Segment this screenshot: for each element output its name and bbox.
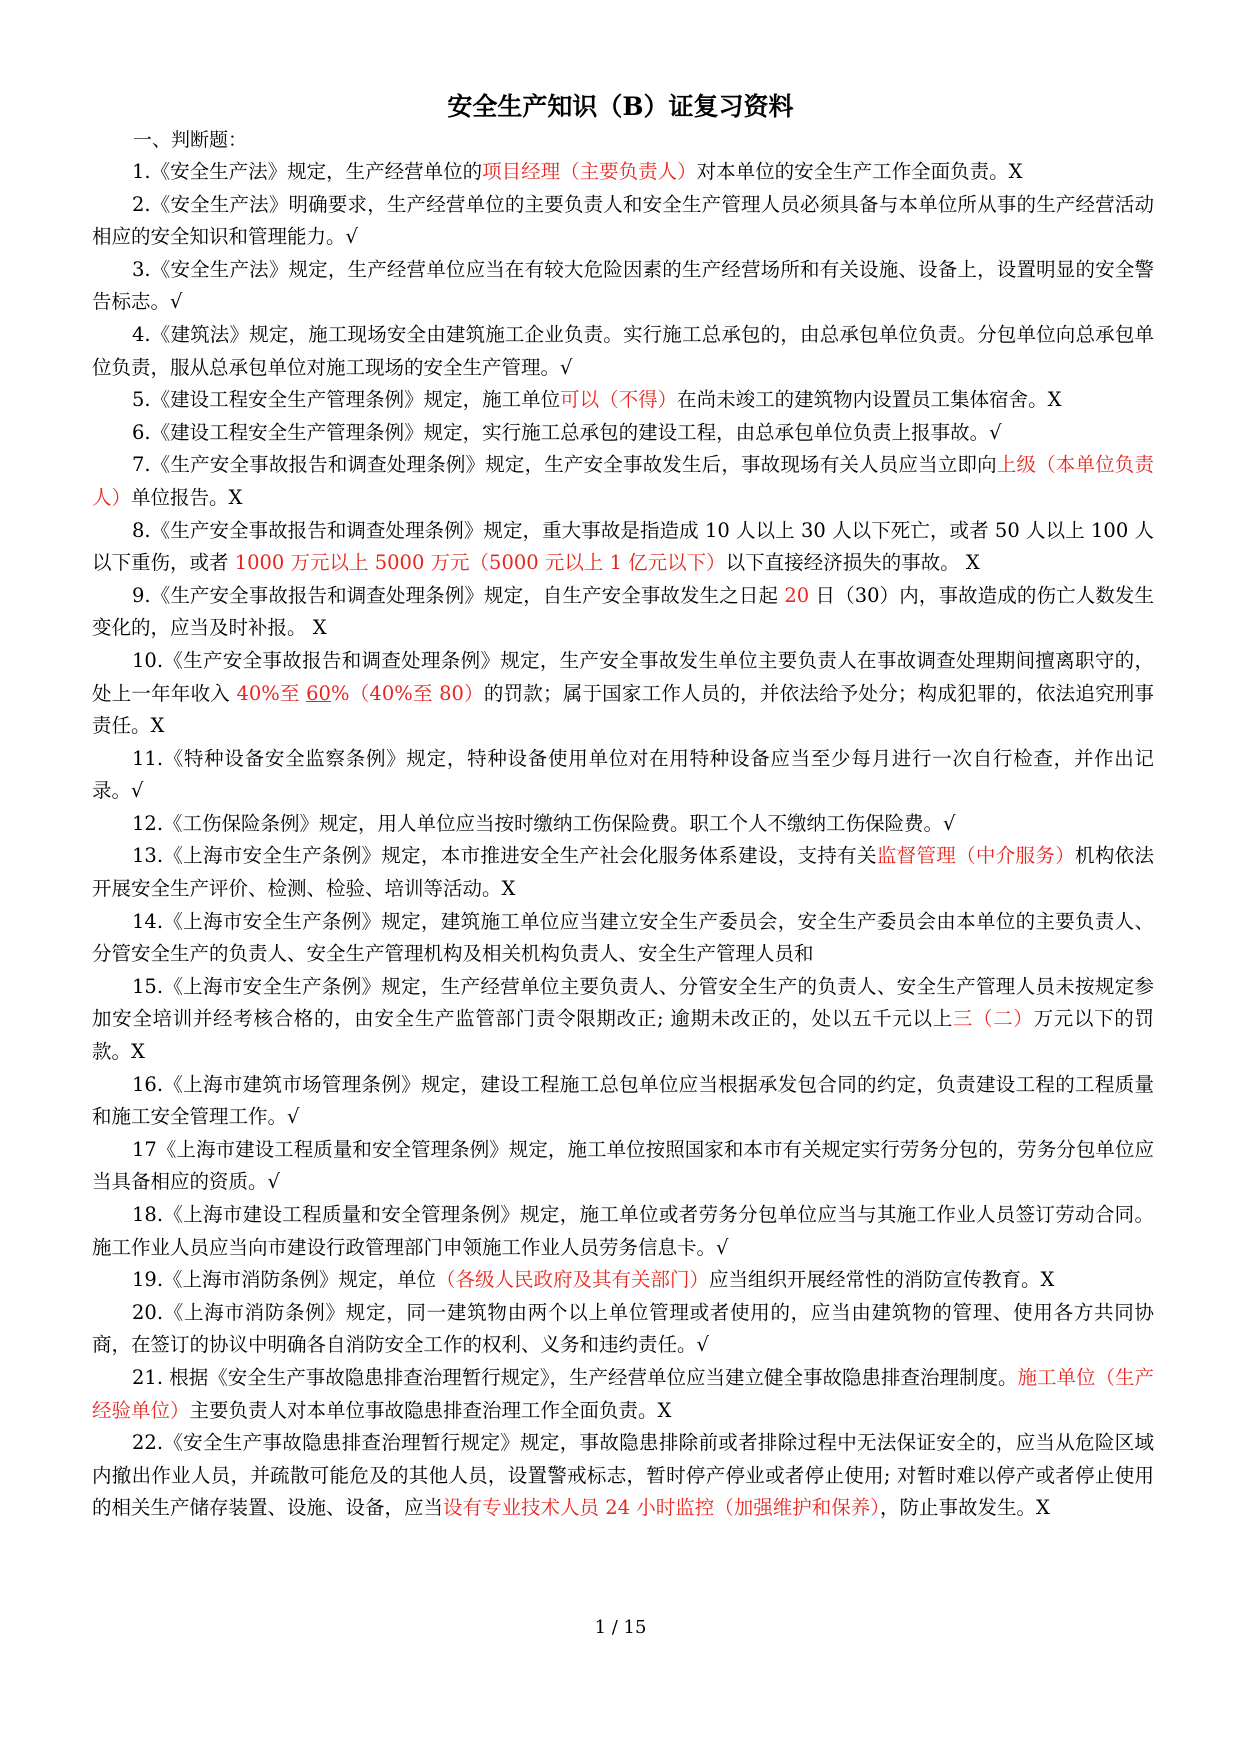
question-text: 21. 根据《安全生产事故隐患排查治理暂行规定》，生产经营单位应当建立健全事故隐患排查治理制度。: [132, 1365, 1018, 1389]
question-text: 22.《安全生产事故隐患排查治理暂行规定》规定，事故隐患排除前或者排除过程中无法保证安全的，应当从危险区域内撤出作业人员，并疏散可能危及的其他人员，设置警戒标志，暂时停产停业或者停止使用; 对暂时难以停产或者停止使用的相关生产储存装置、设施、设备，应当: [92, 1431, 1154, 1520]
highlighted-text: 施工单位（生产经验单位）: [92, 1365, 1154, 1422]
question-item: [92, 906, 1154, 971]
question-text: 20.《上海市消防条例》规定，同一建筑物由两个以上单位管理或者使用的，应当由建筑物的管理、使用各方共同协商，在签订的协议中明确各自消防安全工作的权利、义务和违约责任。√: [92, 1300, 1154, 1357]
section-heading: 一、判断题：: [133, 129, 248, 151]
question-text: ，防止事故发生。X: [879, 1496, 1050, 1520]
question-text: 3.《安全生产法》规定，生产经营单位应当在有较大危险因素的生产经营场所和有关设施、设备上，设置明显的安全警告标志。√: [92, 257, 1154, 314]
question-text: 的罚款；属于国家工作人员的，并依法给予处分；构成犯罪的，依法追究刑事责任。X: [92, 681, 1155, 738]
question-item: [92, 580, 1154, 645]
question-text: 主要负责人对本单位事故隐患排查治理工作全面负责。X: [189, 1398, 672, 1422]
highlighted-text: 1000 万元以上 5000 万元（5000 元以上 1 亿元以下）: [234, 551, 726, 575]
highlighted-text: 40%至: [236, 681, 307, 705]
question-text: 4.《建筑法》规定，施工现场安全由建筑施工企业负责。实行施工总承包的，由总承包单位负责。分包单位向总承包单位负责，服从总承包单位对施工现场的安全生产管理。√: [92, 322, 1154, 379]
question-text: 18.《上海市建设工程质量和安全管理条例》规定，施工单位或者劳务分包单位应当与其施工作业人员签订劳动合同。施工作业人员应当向市建设行政管理部门申领施工作业人员劳务信息卡。√: [92, 1203, 1154, 1259]
highlighted-text: 上级（本单位负责人）: [92, 453, 1154, 509]
question-item: [92, 743, 1154, 808]
question-text: 8.《生产安全事故报告和调查处理条例》规定，重大事故是指造成 10 人以上 30 人以下死亡，或者 50 人以上 100 人以下重伤，或者: [92, 518, 1154, 575]
highlighted-text: 设有专业技术人员 24 小时监控（加强维护和保养）: [443, 1496, 880, 1520]
question-item: [92, 156, 1154, 189]
highlighted-text: 项目经理（主要负责人）: [482, 160, 697, 183]
question-item: [92, 840, 1154, 905]
question-item: [92, 417, 1154, 450]
question-text: 对本单位的安全生产工作全面负责。X: [696, 160, 1023, 183]
question-item: [92, 645, 1154, 743]
question-item: [92, 1427, 1154, 1525]
question-item: [92, 808, 1154, 841]
question-text: 5.《建设工程安全生产管理条例》规定，施工单位: [132, 388, 561, 412]
question-text: 12.《工伤保险条例》规定，用人单位应当按时缴纳工伤保险费。职工个人不缴纳工伤保险费。√: [132, 811, 956, 835]
document-title: 安全生产知识（B）证复习资料: [447, 92, 794, 121]
question-text: 10.《生产安全事故报告和调查处理条例》规定，生产安全事故发生单位主要负责人在事故调查处理期间擅离职守的，处上一年年收入: [92, 648, 1154, 705]
question-text: 2.《安全生产法》明确要求，生产经营单位的主要负责人和安全生产管理人员必须具备与本单位所从事的生产经营活动相应的安全知识和管理能力。√: [92, 192, 1154, 249]
question-item: [92, 319, 1154, 384]
highlighted-text: 监督管理（中介服务）: [876, 844, 1076, 868]
highlighted-text: （各级人民政府及其有关部门）: [436, 1268, 710, 1292]
question-text: 7.《生产安全事故报告和调查处理条例》规定，生产安全事故发生后，事故现场有关人员应当立即向: [132, 453, 997, 477]
highlighted-text: 可以（不得）: [560, 388, 678, 412]
question-item: [92, 515, 1154, 580]
question-item: [92, 1069, 1154, 1134]
question-text: 单位报告。X: [131, 485, 243, 509]
question-text: 应当组织开展经常性的消防宣传教育。X: [709, 1268, 1055, 1292]
highlighted-text: %（40%至 80）: [330, 681, 484, 705]
question-text: 14.《上海市安全生产条例》规定，建筑施工单位应当建立安全生产委员会，安全生产委员会由本单位的主要负责人、分管安全生产的负责人、安全生产管理机构及相关机构负责人、安全生产管理人员和: [92, 909, 1154, 966]
question-text: 19.《上海市消防条例》规定，单位: [132, 1268, 437, 1292]
question-text: 11.《特种设备安全监察条例》规定，特种设备使用单位对在用特种设备应当至少每月进行一次自行检查，并作出记录。√: [92, 746, 1154, 803]
question-text: 万元以下的罚款。X: [92, 1007, 1154, 1064]
question-item: [92, 1134, 1154, 1199]
question-text: 6.《建设工程安全生产管理条例》规定，实行施工总承包的建设工程，由总承包单位负责上报事故。√: [132, 420, 1002, 444]
question-item: [92, 971, 1154, 1069]
question-item: [92, 189, 1154, 254]
question-item: [92, 1264, 1154, 1297]
highlighted-text: 60: [306, 681, 331, 705]
question-text: 在尚未竣工的建筑物内设置员工集体宿舍。X: [677, 388, 1062, 412]
highlighted-text: 三（二）: [952, 1007, 1034, 1031]
question-text: 16.《上海市建筑市场管理条例》规定，建设工程施工总包单位应当根据承发包合同的约定，负责建设工程的工程质量和施工安全管理工作。√: [92, 1072, 1154, 1129]
question-text: 日（30）内，事故造成的伤亡人数发生变化的，应当及时补报。 X: [92, 583, 1154, 640]
page-number: 1 / 15: [594, 1617, 647, 1638]
question-text: 1.《安全生产法》规定，生产经营单位的: [132, 160, 483, 183]
question-item: [92, 384, 1154, 417]
question-text: 9.《生产安全事故报告和调查处理条例》规定，自生产安全事故发生之日起: [132, 583, 785, 607]
question-item: [92, 1297, 1154, 1362]
question-text: 机构依法开展安全生产评价、检测、检验、培训等活动。X: [92, 844, 1154, 901]
question-text: 15.《上海市安全生产条例》规定，生产经营单位主要负责人、分管安全生产的负责人、安全生产管理人员未按规定参加安全培训并经考核合格的，由安全生产监管部门责令限期改正; 逾期未改正的，处以五千元以上: [92, 974, 1154, 1031]
question-item: [92, 1362, 1154, 1427]
question-text: 13.《上海市安全生产条例》规定，本市推进安全生产社会化服务体系建设，支持有关: [132, 844, 877, 868]
question-list: [92, 156, 1154, 1525]
question-text: 以下直接经济损失的事故。 X: [725, 551, 980, 575]
question-text: 17《上海市建设工程质量和安全管理条例》规定，施工单位按照国家和本市有关规定实行劳务分包的，劳务分包单位应当具备相应的资质。√: [92, 1137, 1154, 1194]
question-item: [92, 1199, 1154, 1264]
highlighted-text: 20: [784, 583, 810, 607]
question-item: [92, 254, 1154, 319]
question-item: [92, 449, 1154, 514]
